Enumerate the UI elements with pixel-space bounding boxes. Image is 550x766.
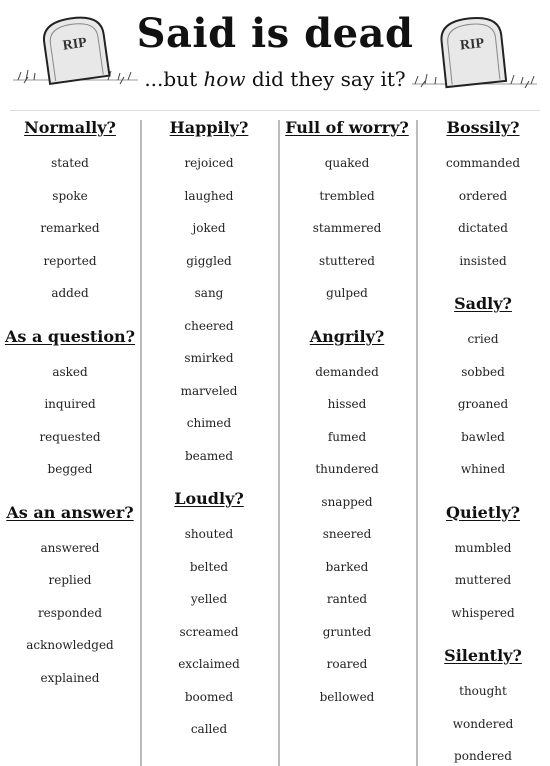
word-item: marveled xyxy=(180,383,238,398)
word-item: demanded xyxy=(315,364,379,379)
word-item: answered xyxy=(40,540,100,555)
category-heading: Bossily? xyxy=(446,118,520,137)
word-item: chimed xyxy=(186,416,232,430)
category-heading: Silently? xyxy=(444,646,522,665)
word-item: bawled xyxy=(461,429,505,444)
category-heading: Happily? xyxy=(169,118,249,137)
category-heading: Sadly? xyxy=(454,294,512,313)
word-item: cried xyxy=(467,332,499,346)
category-heading: Loudly? xyxy=(174,489,244,508)
word-item: inquired xyxy=(44,397,96,411)
category-heading: Full of worry? xyxy=(285,118,409,137)
word-item: screamed xyxy=(179,624,239,639)
word-item: yelled xyxy=(190,592,228,606)
word-item: thought xyxy=(459,684,507,698)
tombstone-left-label: RIP xyxy=(61,35,88,54)
page-title: Said is dead xyxy=(136,10,414,57)
word-item: whispered xyxy=(451,605,515,620)
word-item: joked xyxy=(192,221,226,235)
word-item: fumed xyxy=(327,429,367,444)
word-item: laughed xyxy=(184,188,234,203)
category-heading: As an answer? xyxy=(6,502,134,522)
word-item: pondered xyxy=(454,749,512,763)
category-heading: As a question? xyxy=(4,326,136,346)
word-item: reported xyxy=(43,253,97,268)
word-item: snapped xyxy=(321,494,373,509)
word-item: cheered xyxy=(184,318,234,333)
category-heading: Quietly? xyxy=(446,502,520,522)
subtitle-emphasis: how xyxy=(203,67,246,91)
word-item: replied xyxy=(48,573,92,587)
word-item: stated xyxy=(51,156,89,170)
word-item: ordered xyxy=(458,188,508,203)
word-item: sang xyxy=(194,286,224,300)
word-item: bellowed xyxy=(319,689,375,704)
word-item: added xyxy=(51,286,89,300)
word-item: stammered xyxy=(312,221,382,235)
word-item: quaked xyxy=(324,156,370,170)
word-item: commanded xyxy=(445,156,521,170)
word-item: barked xyxy=(325,559,369,574)
word-item: rejoiced xyxy=(184,156,234,170)
word-item: groaned xyxy=(457,397,509,411)
word-item: giggled xyxy=(186,253,232,268)
word-item: stuttered xyxy=(319,253,375,268)
word-item: mumbled xyxy=(454,540,512,555)
subtitle-pre: ...but xyxy=(144,67,204,91)
word-item: insisted xyxy=(459,253,507,268)
word-item: sobbed xyxy=(461,364,505,379)
word-item: asked xyxy=(52,364,88,379)
word-item: roared xyxy=(326,657,368,671)
word-item: trembled xyxy=(319,188,375,203)
word-item: dictated xyxy=(458,221,508,235)
word-item: whined xyxy=(460,462,506,476)
word-item: explained xyxy=(40,670,100,685)
word-item: begged xyxy=(47,462,93,476)
word-item: thundered xyxy=(315,462,379,476)
word-item: shouted xyxy=(184,527,234,541)
word-item: remarked xyxy=(40,221,100,235)
word-item: exclaimed xyxy=(178,657,240,671)
word-item: responded xyxy=(37,605,103,620)
word-item: muttered xyxy=(454,573,512,587)
word-item: requested xyxy=(39,429,101,444)
category-heading: Angrily? xyxy=(309,326,385,346)
word-item: acknowledged xyxy=(26,638,114,652)
subtitle-post: did they say it? xyxy=(245,67,406,91)
word-item: smirked xyxy=(184,351,234,365)
word-item: called xyxy=(190,722,228,736)
word-item: boomed xyxy=(184,689,234,704)
word-item: wondered xyxy=(452,716,514,731)
page-subtitle xyxy=(0,67,550,91)
category-heading: Normally? xyxy=(24,118,116,137)
header-divider xyxy=(10,110,540,111)
word-item: sneered xyxy=(322,527,372,541)
word-item: ranted xyxy=(326,592,368,606)
tombstone-right-label: RIP xyxy=(459,36,485,54)
word-item: gulped xyxy=(326,286,368,300)
word-item: belted xyxy=(189,559,229,574)
word-item: hissed xyxy=(327,397,367,411)
word-item: beamed xyxy=(184,448,234,463)
word-item: grunted xyxy=(322,624,372,639)
word-item: spoke xyxy=(52,188,88,203)
